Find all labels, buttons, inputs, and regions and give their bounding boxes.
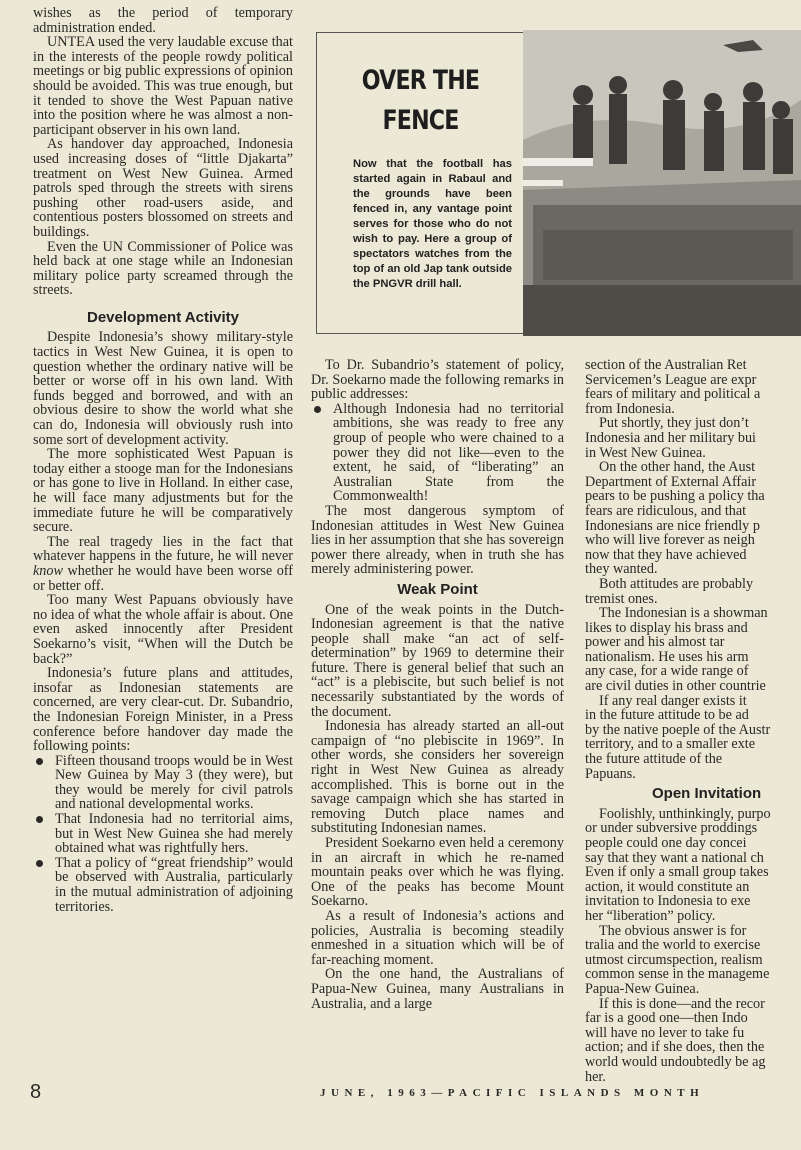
text-line: common sense in the manageme [585, 966, 770, 983]
text-line: action; and if she does, then the [585, 1039, 765, 1056]
paragraph: Too many West Papuans obviously have no idea of what the whole affair is about. One even asked innocently after President Soekarno’s visit, “When will the Dutch be back?” [33, 592, 293, 667]
text-line: pears to be pushing a policy tha [585, 488, 765, 505]
text-line: The Indonesian is a showman [599, 605, 768, 622]
text-line: who will live forever as neigh [585, 532, 755, 549]
text-line: world would undoubtedly be ag [585, 1053, 766, 1070]
text-line: If this is done—and the recor [599, 995, 765, 1012]
paragraph: One of the weak points in the Dutch-Indonesian agreement is that the native people shall make “an act of self-determination” by 1969 to determine their future. There is general belief that such an “act” is a plebiscite, but such belief is not necessarily substantiated by the words of the document. [311, 601, 564, 720]
article-column-3 [585, 358, 801, 1084]
list-item: Although Indonesia had no territorial ambitions, she was ready to free any group of people who were chained to a power they did not like—even to the extent, he said, of “liberating” an Australian State from the Commonwealth! [311, 402, 564, 504]
text-line: likes to display his brass and [585, 619, 748, 636]
paragraph: wishes as the period of temporary administration ended. [33, 5, 293, 36]
text-line: fears of military and political a [585, 386, 761, 403]
bullet-list [33, 754, 293, 915]
paragraph: As handover day approached, Indonesia used increasing doses of “little Djakarta” treatment on West New Guinea. Armed patrols sped through the streets with sirens pushing other road-users aside, and contentious posters blossomed on streets and buildings. [33, 136, 293, 240]
text-line: say that they want a national ch [585, 849, 764, 866]
text-line: the future attitude of the [585, 751, 723, 768]
photo-caption: Now that the football has started again in Rabaul and the grounds have been fenced in, any vantage point serves for those who do not wish to pay. Here a group of spectators watches from the top of an old Jap tank outside the PNGVR drill hall. [353, 158, 512, 290]
paragraph: On the one hand, the Australians of Papua-New Guinea, many Australians in Australia, and a large [311, 966, 564, 1012]
paragraph: President Soekarno even held a ceremony in an aircraft in which he re-named mountain peaks over which he was flying. One of the peaks has become Mount Soekarno. [311, 835, 564, 910]
section-heading: Weak Point [397, 580, 478, 598]
text-line: in the future attitude to be ad [585, 707, 749, 724]
text-line: Papuans. [585, 765, 636, 782]
article-column-1 [33, 6, 293, 914]
paragraph: The most dangerous symptom of Indonesian attitudes in West New Guinea lies in her assumption that she has sovereign power there already, when in truth she has merely administering power. [311, 502, 564, 578]
text-line: Put shortly, they just don’t [599, 415, 749, 432]
column-3-lines-b [585, 807, 801, 1084]
text-line: by the native poeple of the Austr [585, 721, 771, 738]
text-line: tremist ones. [585, 590, 658, 607]
running-head: JUNE, 1963—PACIFIC ISLANDS MONTH [320, 1087, 705, 1099]
paragraph: The more sophisticated West Papuan is today either a stooge man for the Indonesians or has gone to live in Holland. In either case, he will face many adjustments but for the immediate future he will be comparatively secure. [33, 446, 293, 536]
text-line: will have no lever to take fu [585, 1024, 745, 1041]
text-line: Indonesians are nice friendly p [585, 517, 760, 534]
section-heading: Development Activity [87, 308, 239, 326]
text-line: tralia and the world to exercise [585, 937, 761, 954]
text-line: power and his almost tar [585, 634, 725, 651]
text-line: or under subversive proddings [585, 820, 758, 837]
text-line: invitation to Indonesia to exe [585, 893, 751, 910]
article-column-2 [311, 358, 564, 1011]
text-line: from Indonesia. [585, 400, 675, 417]
text-line: utmost circumspection, realism [585, 951, 763, 968]
list-item: That a policy of “great friendship” would be observed with Australia, particularly in the mutual administration of adjoining territories. [33, 856, 293, 914]
column-3-lines-a [585, 358, 801, 781]
text-line: section of the Australian Ret [585, 358, 747, 373]
box-title-line: FENCE [382, 105, 459, 136]
paragraph [33, 535, 293, 593]
paragraph: Indonesia has already started an all-out campaign of “no plebiscite in 1969”. In other words, she considers her sovereign right in West New Guinea as already accomplished. This is borne out in the savage campaign which she has started in removing Dutch place names and substituting Indonesian names. [311, 718, 564, 837]
text-line: The obvious answer is for [599, 922, 747, 939]
text-line: Servicemen’s League are expr [585, 371, 757, 388]
box-title [336, 61, 506, 141]
text-line: If any real danger exists it [599, 692, 747, 709]
text-line: Department of External Affair [585, 473, 757, 490]
text-line: nationalism. He uses his arm [585, 648, 749, 665]
text-line: in West New Guinea. [585, 444, 706, 461]
text-run: whether he would have been worse off or better off. [33, 562, 293, 594]
paragraph: To Dr. Subandrio’s statement of policy, Dr. Soekarno made the following remarks in public addresses: [311, 357, 564, 403]
text-line: fears are ridiculous, and that [585, 502, 747, 519]
paragraph: Despite Indonesia’s showy military-style tactics in West New Guinea, it is open to question whether the ordinary native will be better or worse off in his own land. With funds begged and borrowed, and with an obvious desire to show the world what she can do, Indonesia will obviously rush into some sort of development activity. [33, 329, 293, 448]
tank-spectators-photo [523, 30, 801, 336]
paragraph: Even the UN Commissioner of Police was held back at one stage while an Indonesian military police party screamed through the streets. [33, 238, 293, 299]
box-title-line: OVER THE [361, 65, 480, 96]
text-line: Indonesia and her military bui [585, 429, 756, 446]
page-footer [0, 1083, 801, 1103]
emphasis: know [33, 562, 63, 579]
paragraph: UNTEA used the very laudable excuse that in the interests of the people rowdy political meetings or big public expressions of opinion should be avoided. This was true enough, but it tended to shove the West Papuan native into the position where he was almost a non-participant observer in his own land. [33, 34, 293, 138]
text-line: any case, for a wide range of [585, 663, 749, 680]
text-line: her. [585, 1068, 606, 1085]
text-line: Foolishly, unthinkingly, purpo [599, 805, 771, 822]
paragraph: As a result of Indonesia’s actions and policies, Australia is becoming steadily enmeshed in a situation which will be of far-reaching moment. [311, 907, 564, 968]
text-run: The real tragedy lies in the fact that whatever happens in the future, he will never [33, 533, 293, 565]
text-line: they wanted. [585, 561, 658, 578]
text-line: On the other hand, the Aust [599, 459, 756, 476]
over-the-fence-box [316, 32, 524, 334]
page-number: 8 [30, 1081, 42, 1103]
text-line: action, it would constitute an [585, 878, 750, 895]
text-line: are civil duties in other countrie [585, 678, 766, 695]
text-line: Even if only a small group takes [585, 864, 769, 881]
text-line: her “liberation” policy. [585, 907, 716, 924]
text-line: far is a good one—then Indo [585, 1010, 748, 1027]
text-line: Papua-New Guinea. [585, 980, 700, 997]
bullet-list [311, 402, 564, 504]
text-line: now that they have achieved [585, 546, 747, 563]
list-item: That Indonesia had no territorial aims, but in West New Guinea she had merely obtained what was rightfully hers. [33, 812, 293, 856]
text-line: Both attitudes are probably [599, 575, 754, 592]
text-line: people could one day concei [585, 835, 747, 851]
text-line: territory, and to a smaller exte [585, 736, 756, 753]
paragraph: Indonesia’s future plans and attitudes, insofar as Indonesian statements are concerned, are very clear-cut. Dr. Subandrio, the Indonesian Foreign Minister, in a Press conference before handover day made the following points: [33, 665, 293, 755]
photo-illustration [523, 30, 801, 336]
section-heading: Open Invitation [652, 785, 762, 803]
list-item: Fifteen thousand troops would be in West New Guinea by May 3 (they were), but they would be merely for civil patrols and national developmental works. [33, 754, 293, 812]
